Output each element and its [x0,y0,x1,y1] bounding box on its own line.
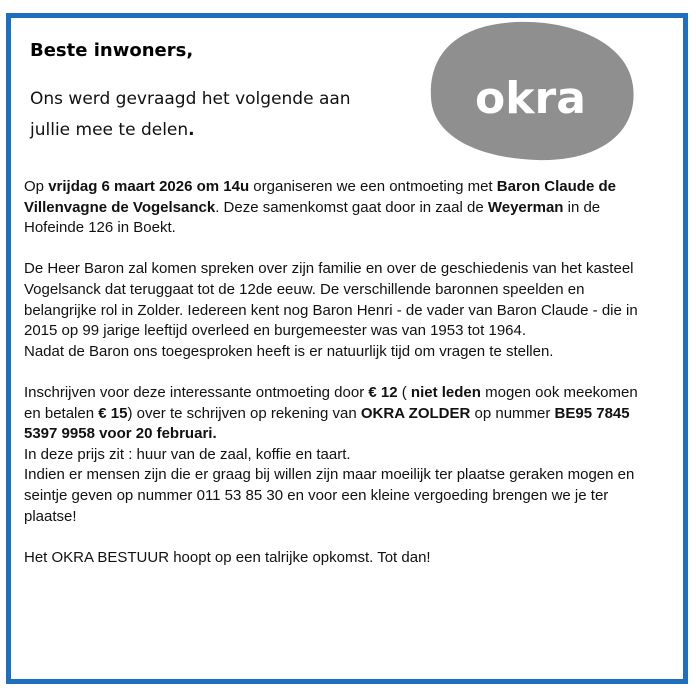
okra-logo-text: okra [475,73,586,124]
okra-logo [427,16,637,164]
paragraph-transport: Indien er mensen zijn die er graag bij willen zijn maar moeilijk ter plaatse geraken mogen en seintje geven op nummer 011 53 85 30 en voor een kleine vergoeding brengen we je ter plaatse! [24,466,635,525]
intro-line-1: Ons werd gevraagd het volgende aan [30,89,351,109]
intro-line-2: jullie mee te delen [30,120,189,140]
paragraph-closing: Het OKRA BESTUUR hoopt op een talrijke opkomst. Tot dan! [24,548,431,566]
paragraph-history: De Heer Baron zal komen spreken over zijn familie en over de geschiedenis van het kasteel Vogelsanck dat teruggaat tot de 12de eeuw. De verschillende baronnen speelden en belangrijke rol in Zolder. Iedereen kent nog Baron Henri - de vader van Baron Claude - die in 2015 op 99 jarige leeftijd overleed en burgemeester was van 1953 tot 1964. [24,260,638,340]
paragraph-event: Op vrijdag 6 maart 2026 om 14u organiseren we een ontmoeting met Baron Claude de Villenvagne de Vogelsanck. Deze samenkomst gaat door in zaal de Weyerman in de Hofeinde 126 in Boekt. [24,178,616,237]
greeting-heading: Beste inwoners, [30,40,194,61]
intro-period: . [188,120,195,140]
intro-text [30,84,390,146]
paragraph-price-includes: In deze prijs zit : huur van de zaal, koffie en taart. [24,445,351,463]
letter-body [24,177,644,589]
paragraph-questions: Nadat de Baron ons toegesproken heeft is er natuurlijk tijd om vragen te stellen. [24,342,554,360]
paragraph-registration: Inschrijven voor deze interessante ontmoeting door € 12 ( niet leden mogen ook meekomen en betalen € 15) over te schrijven op rekening van OKRA ZOLDER op nummer BE95 7845 5397 9958 voor 20 februari. [24,383,638,443]
